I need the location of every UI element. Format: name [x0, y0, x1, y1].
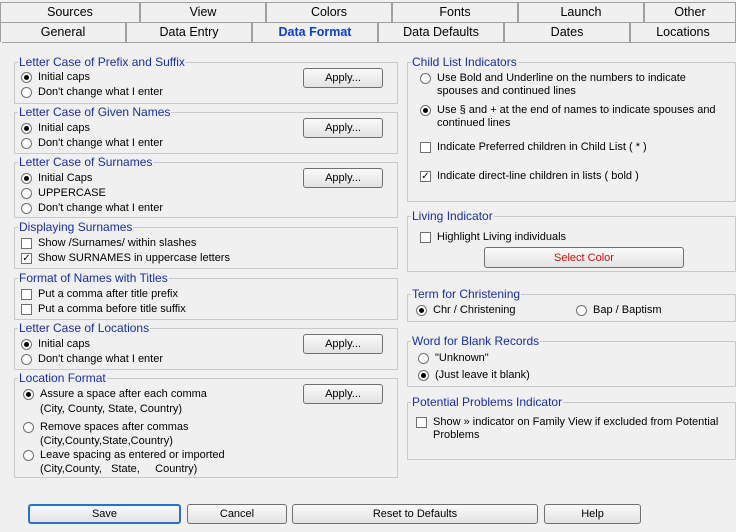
leave-spacing-radio[interactable]: Leave spacing as entered or imported — [23, 449, 225, 462]
group-title: Location Format — [19, 371, 106, 385]
group-title: Letter Case of Given Names — [19, 105, 171, 119]
slashes-checkbox[interactable]: Show /Surnames/ within slashes — [21, 237, 196, 250]
group-title: Displaying Surnames — [19, 220, 133, 234]
names-titles-group — [14, 271, 398, 320]
leave-blank-radio[interactable]: (Just leave it blank) — [418, 369, 530, 382]
highlight-living-checkbox[interactable]: Highlight Living individuals — [420, 231, 566, 244]
living-indicator-group — [407, 209, 736, 272]
save-button[interactable]: Save — [28, 504, 181, 524]
tab-general[interactable]: General — [0, 22, 126, 42]
apply-surnames-button[interactable]: Apply... — [303, 168, 383, 188]
uppercase-surnames-checkbox[interactable]: ✓ Show SURNAMES in uppercase letters — [22, 252, 230, 264]
tab-view[interactable]: View — [140, 2, 266, 22]
direct-line-checkbox[interactable]: ✓ Indicate direct-line children in lists ( bold ) — [421, 170, 639, 182]
group-title: Letter Case of Locations — [19, 321, 150, 335]
tab-row-back — [0, 2, 736, 22]
tab-dates[interactable]: Dates — [504, 22, 630, 42]
location-dont-change-radio[interactable]: Don't change what I enter — [21, 353, 163, 366]
cancel-button[interactable]: Cancel — [187, 504, 287, 524]
child-list-group — [407, 55, 736, 202]
location-format-group — [14, 371, 398, 478]
apply-locations-button[interactable]: Apply... — [303, 334, 383, 354]
tab-data-entry[interactable]: Data Entry — [126, 22, 252, 42]
unknown-radio[interactable]: "Unknown" — [418, 352, 489, 365]
apply-prefix-button[interactable]: Apply... — [303, 68, 383, 88]
assure-space-example: (City, County, State, Country) — [40, 403, 183, 415]
christening-group — [407, 287, 736, 322]
remove-spaces-radio[interactable]: Remove spaces after commas — [23, 421, 189, 434]
group-title: Letter Case of Surnames — [19, 155, 153, 169]
preferred-children-checkbox[interactable]: Indicate Preferred children in Child List ( * ) — [420, 141, 647, 154]
potential-problems-checkbox[interactable]: Show » indicator on Family View if excluded from Potential Problems — [416, 416, 726, 442]
given-dont-change-radio[interactable]: Don't change what I enter — [21, 137, 163, 150]
prefix-suffix-group — [14, 55, 398, 104]
prefix-dont-change-radio[interactable]: Don't change what I enter — [21, 86, 163, 99]
tab-data-defaults[interactable]: Data Defaults — [378, 22, 504, 42]
baptism-radio[interactable]: Bap / Baptism — [576, 304, 661, 317]
group-title: Word for Blank Records — [412, 334, 540, 348]
group-title: Letter Case of Prefix and Suffix — [19, 55, 185, 69]
prefix-initial-caps-radio[interactable]: Initial caps — [21, 71, 90, 84]
group-title: Format of Names with Titles — [19, 271, 168, 285]
leave-spacing-example: (City,County, State, Country) — [40, 463, 198, 475]
group-title: Living Indicator — [412, 209, 493, 223]
tab-sources[interactable]: Sources — [0, 2, 140, 22]
assure-space-radio[interactable]: Assure a space after each comma — [23, 388, 207, 401]
displaying-surnames-group — [14, 220, 398, 269]
group-title: Term for Christening — [412, 287, 521, 301]
group-title: Potential Problems Indicator — [412, 395, 563, 409]
surname-dont-change-radio[interactable]: Don't change what I enter — [21, 202, 163, 215]
remove-spaces-example: (City,County,State,Country) — [40, 435, 173, 447]
comma-after-prefix-checkbox[interactable]: Put a comma after title prefix — [21, 288, 178, 301]
surname-initial-caps-radio[interactable]: Initial Caps — [21, 172, 92, 185]
surname-uppercase-radio[interactable]: UPPERCASE — [21, 187, 106, 200]
locations-case-group — [14, 321, 398, 370]
tab-locations[interactable]: Locations — [630, 22, 736, 42]
tab-other[interactable]: Other — [644, 2, 736, 22]
tab-colors[interactable]: Colors — [266, 2, 392, 22]
group-title: Child List Indicators — [412, 55, 517, 69]
help-button[interactable]: Help — [544, 504, 641, 524]
apply-location-format-button[interactable]: Apply... — [303, 384, 383, 404]
reset-defaults-button[interactable]: Reset to Defaults — [292, 504, 538, 524]
section-plus-radio[interactable]: Use § and + at the end of names to indicate spouses and continued lines — [420, 104, 720, 130]
surnames-group — [14, 155, 398, 218]
tab-data-format[interactable]: Data Format — [252, 22, 378, 42]
comma-before-suffix-checkbox[interactable]: Put a comma before title suffix — [21, 303, 186, 316]
location-initial-caps-radio[interactable]: Initial caps — [21, 338, 90, 351]
tab-launch[interactable]: Launch — [518, 2, 644, 22]
select-color-button[interactable]: Select Color — [484, 247, 684, 268]
apply-given-button[interactable]: Apply... — [303, 118, 383, 138]
christening-radio[interactable]: Chr / Christening — [416, 304, 516, 317]
bold-underline-radio[interactable]: Use Bold and Underline on the numbers to indicate spouses and continued lines — [420, 72, 720, 98]
tab-row-front — [0, 22, 736, 42]
bottom-button-bar — [0, 498, 736, 532]
tab-fonts[interactable]: Fonts — [392, 2, 518, 22]
potential-problems-group — [407, 395, 736, 460]
given-names-group — [14, 105, 398, 154]
given-initial-caps-radio[interactable]: Initial caps — [21, 122, 90, 135]
blank-records-group — [407, 334, 736, 387]
